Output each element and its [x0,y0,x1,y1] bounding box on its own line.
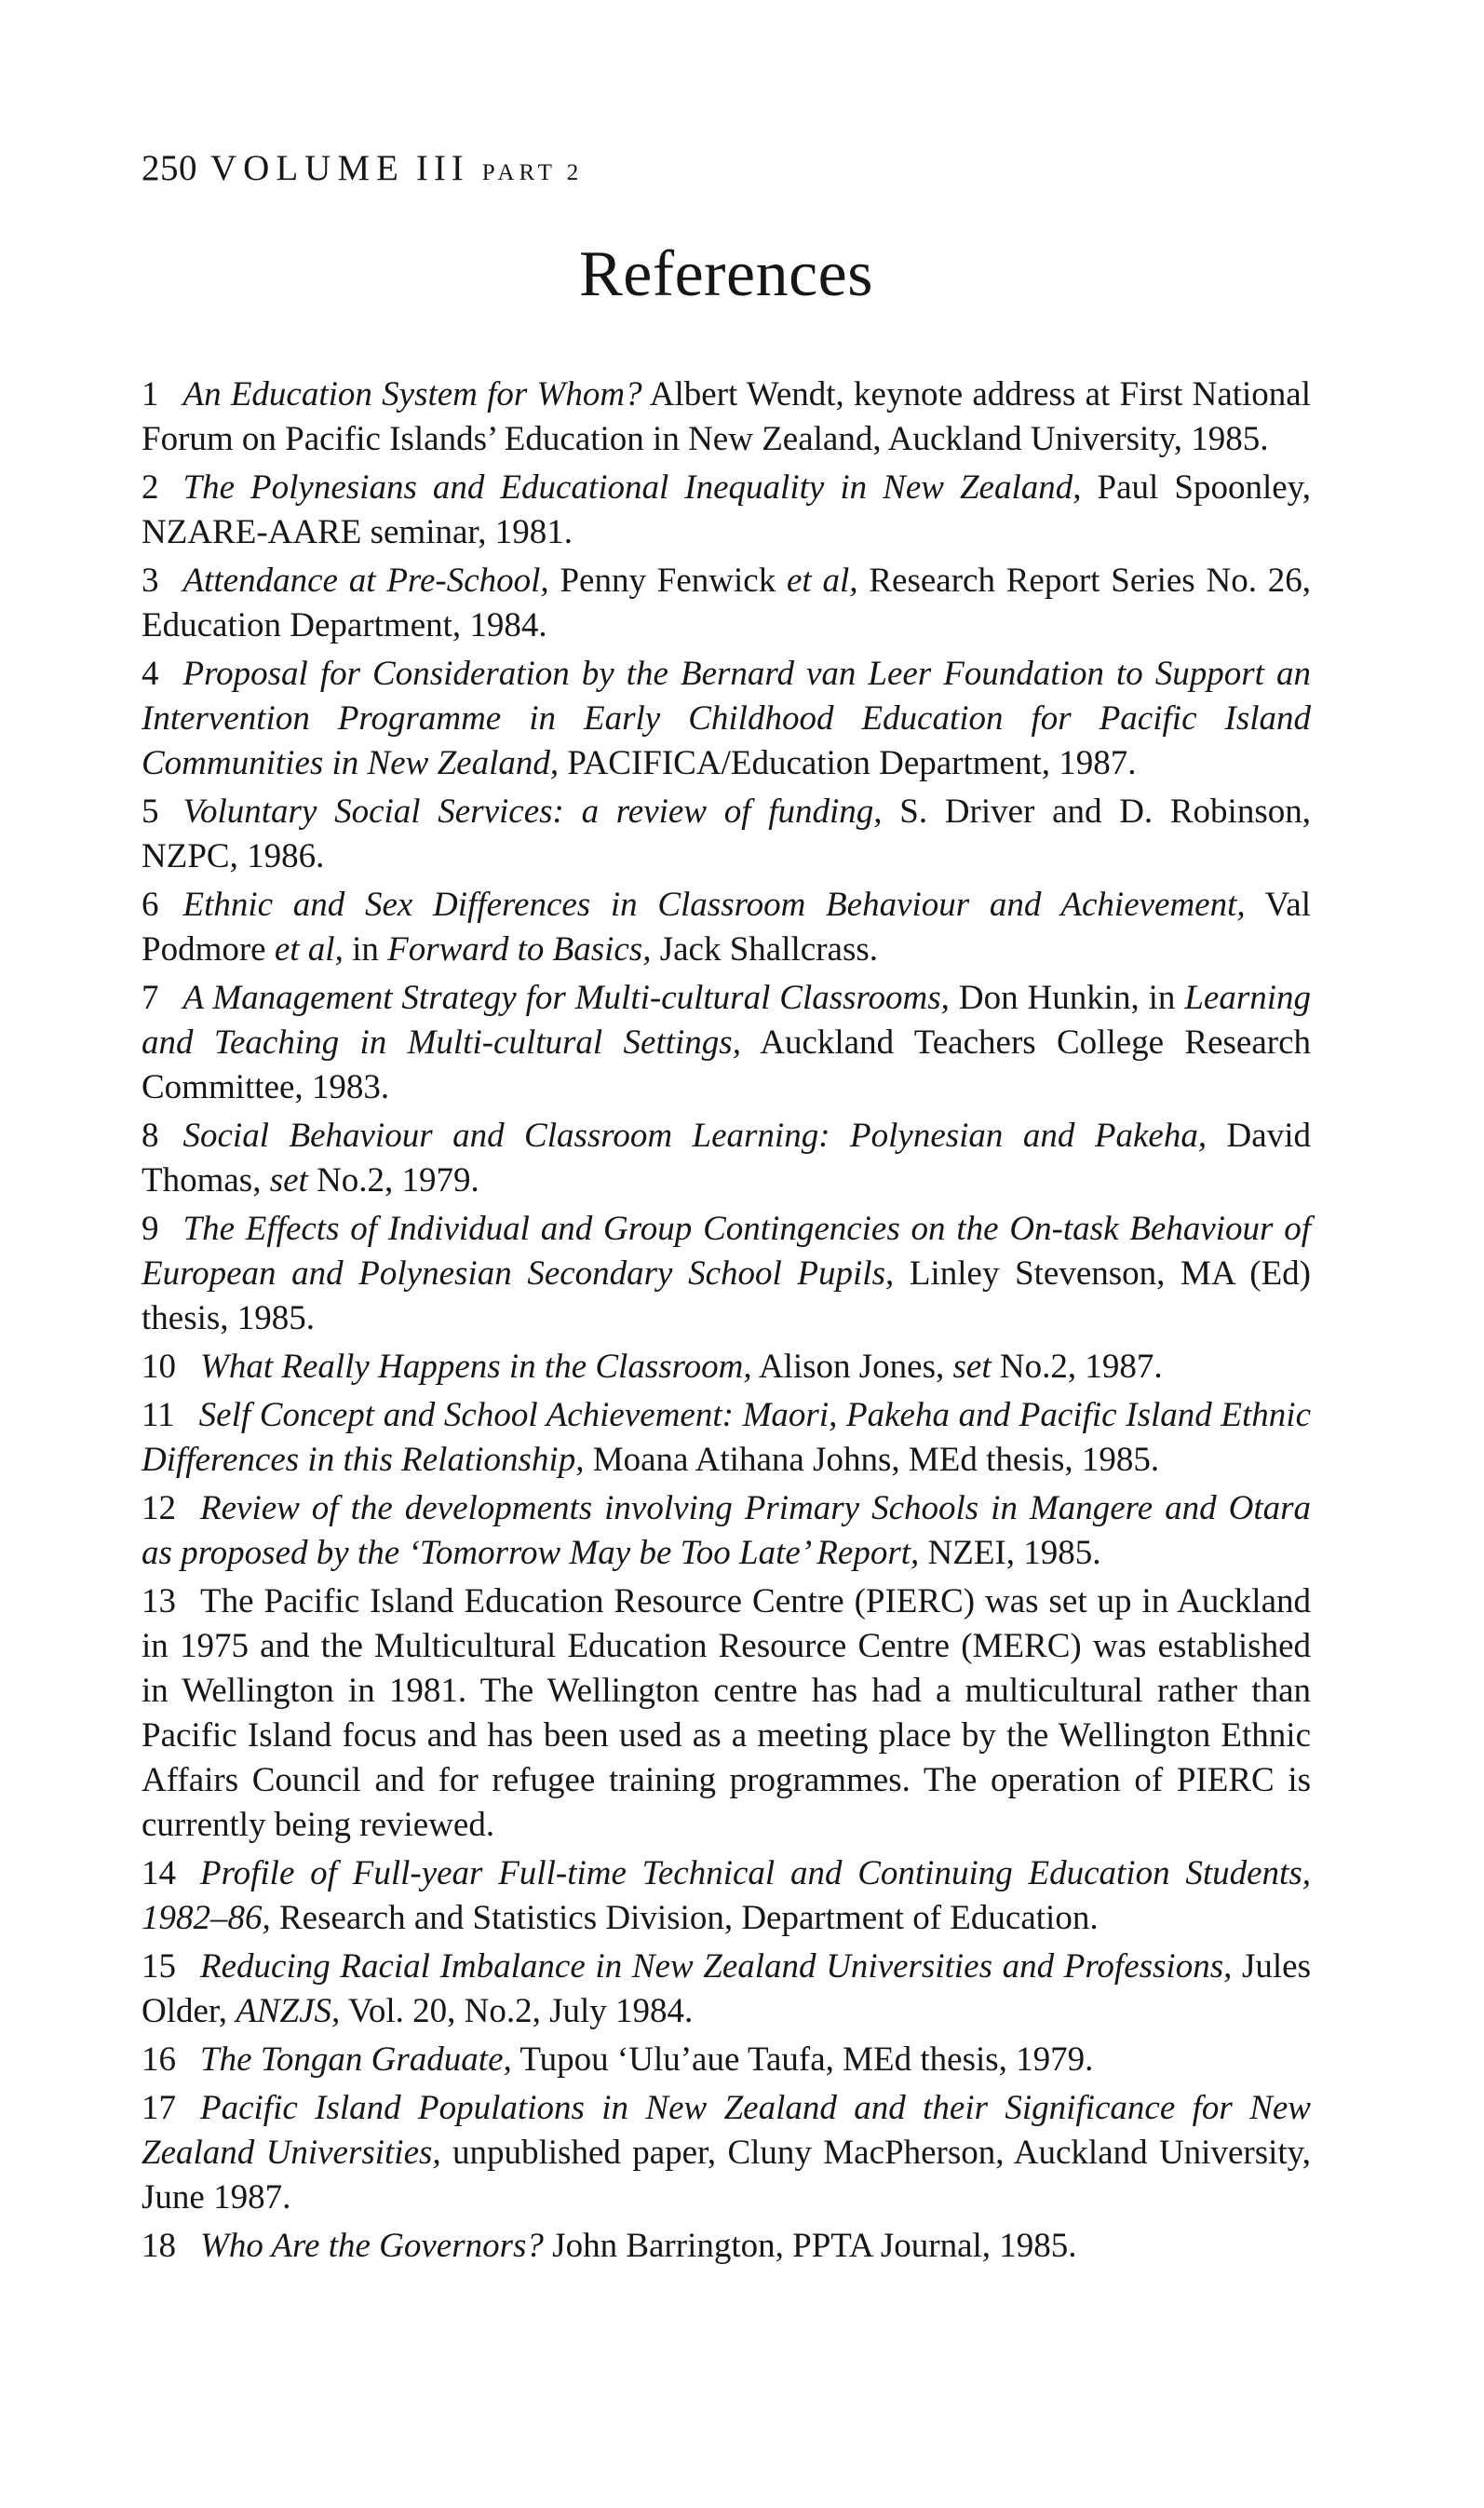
reference-details: Research and Statistics Division, Department of Education. [270,1899,1099,1937]
reference-title: set [952,1348,992,1386]
reference-details: Don Hunkin, in [949,979,1185,1017]
reference-item [142,2224,1311,2269]
reference-number: 12 [142,1489,176,1527]
reference-number: 7 [142,979,159,1017]
reference-details: Alison Jones, [751,1348,953,1386]
reference-title: The Tongan Graduate, [200,2040,512,2079]
volume-label: VOLUME [210,148,405,188]
reference-number: 8 [142,1117,159,1155]
reference-details: Tupou ‘Ulu’aue Taufa, MEd thesis, 1979. [511,2040,1094,2079]
reference-details: PACIFICA/Education Department, 1987. [559,744,1137,782]
reference-title: et al, [274,930,344,969]
reference-title: Who Are the Governors? [200,2227,544,2265]
reference-details: Paul Spoonley, NZARE-AARE seminar, 1981. [142,468,1311,551]
reference-title: Self Concept and School Achievement: Maori, Pakeha and Pacific Island Ethnic Differences in this Relationship, [142,1396,1311,1479]
reference-number: 5 [142,793,159,831]
reference-number: 11 [142,1396,175,1434]
reference-title: set [269,1161,308,1200]
reference-item [142,2086,1311,2220]
reference-details: The Pacific Island Education Resource Centre (PIERC) was set up in Auckland in 1975 and the Multicultural Education Resource Centre (MERC) was established in Wellington in 1981. The Wellington centre has had a multicultural rather than Pacific Island focus and has been used as a meeting place by the Wellington Ethnic Affairs Council and for refugee training programmes. The operation of PIERC is currently being reviewed. [142,1582,1311,1844]
reference-details: David Thomas, [142,1117,1311,1200]
reference-details: NZEI, 1985. [919,1534,1101,1572]
reference-number: 1 [142,375,159,413]
reference-number: 15 [142,1947,176,1986]
reference-number: 2 [142,468,159,507]
reference-number: 6 [142,886,159,924]
reference-details: John Barrington, PPTA Journal, 1985. [543,2227,1077,2265]
reference-item [142,373,1311,462]
reference-number: 10 [142,1348,176,1386]
reference-details: No.2, 1979. [307,1161,479,1200]
reference-item [142,1207,1311,1341]
reference-details: Research Report Series No. 26, Education Department, 1984. [142,562,1312,644]
reference-title: Social Behaviour and Classroom Learning: Polynesian and Pakeha, [182,1117,1207,1155]
reference-title: What Really Happens in the Classroom, [200,1348,752,1386]
reference-number: 3 [142,562,159,600]
reference-details: Linley Stevenson, MA (Ed) thesis, 1985. [142,1254,1311,1337]
reference-details: Moana Atihana Johns, MEd thesis, 1985. [584,1441,1160,1479]
reference-title: A Management Strategy for Multi-cultural Classrooms, [182,979,950,1017]
reference-title: Voluntary Social Services: a review of funding, [182,793,883,831]
reference-item [142,883,1311,972]
reference-details: Jack Shallcrass. [651,930,878,969]
reference-number: 4 [142,655,159,693]
volume-number: III [415,148,469,188]
reference-item [142,1851,1311,1941]
document-page [142,0,1311,2508]
reference-item [142,466,1311,555]
reference-item [142,1114,1311,1203]
reference-details: Auckland Teachers College Research Committee, 1983. [142,1024,1311,1106]
reference-item [142,1486,1311,1576]
reference-title: Reducing Racial Imbalance in New Zealand Universities and Professions, [200,1947,1233,1986]
reference-item [142,790,1311,879]
reference-details: S. Driver and D. Robinson, NZPC, 1986. [142,793,1311,875]
reference-title: Pacific Island Populations in New Zealand and their Significance for New Zealand Universities, [142,2089,1311,2172]
part-label: PART 2 [481,160,584,185]
reference-title: Proposal for Consideration by the Bernard van Leer Foundation to Support an Intervention Programme in Early Childhood Education for Pacific Island Communities in New Zealand, [142,655,1311,782]
reference-number: 13 [142,1582,176,1620]
page-number: 250 [142,148,197,188]
reference-number: 9 [142,1210,159,1248]
reference-details: in [343,930,388,969]
reference-item [142,559,1311,648]
reference-item [142,1393,1311,1483]
reference-details: Jules Older, [142,1947,1311,2030]
reference-item [142,652,1311,786]
reference-details: unpublished paper, Cluny MacPherson, Auckland University, June 1987. [142,2134,1311,2217]
reference-title: The Polynesians and Educational Inequality in New Zealand, [182,468,1082,507]
reference-title: The Effects of Individual and Group Contingencies on the On-task Behaviour of European and Polynesian Secondary School Pupils, [142,1210,1311,1293]
reference-item [142,1945,1311,2034]
reference-details: Penny Fenwick [548,562,787,600]
reference-title: ANZJS, [236,1992,341,2030]
reference-title: Attendance at Pre-School, [182,562,549,600]
reference-title: et al, [787,562,858,600]
reference-details: Albert Wendt, keynote address at First National Forum on Pacific Islands’ Education in New Zealand, Auckland University, 1985. [142,375,1312,458]
reference-number: 18 [142,2227,176,2265]
reference-number: 16 [142,2040,176,2079]
reference-title: An Education System for Whom? [182,375,642,413]
reference-item [142,1579,1311,1848]
reference-details: Val Podmore [142,886,1311,969]
running-head [142,147,583,195]
reference-number: 17 [142,2089,176,2127]
reference-list [142,373,1311,2272]
page-title: References [579,238,873,310]
reference-title: Ethnic and Sex Differences in Classroom Behaviour and Achievement, [182,886,1246,924]
reference-title: Review of the developments involving Primary Schools in Mangere and Otara as proposed by the ‘Tomorrow May be Too Late’ Report, [142,1489,1311,1572]
reference-title: Profile of Full-year Full-time Technical and Continuing Education Students, 1982–86, [142,1854,1311,1937]
reference-item [142,2038,1311,2082]
reference-item [142,1345,1311,1390]
reference-number: 14 [142,1854,176,1892]
reference-details: No.2, 1987. [991,1348,1163,1386]
reference-details: Vol. 20, No.2, July 1984. [340,1992,694,2030]
reference-title: Forward to Basics, [387,930,652,969]
reference-item [142,976,1311,1110]
reference-title: Learning and Teaching in Multi-cultural Settings, [142,979,1312,1062]
